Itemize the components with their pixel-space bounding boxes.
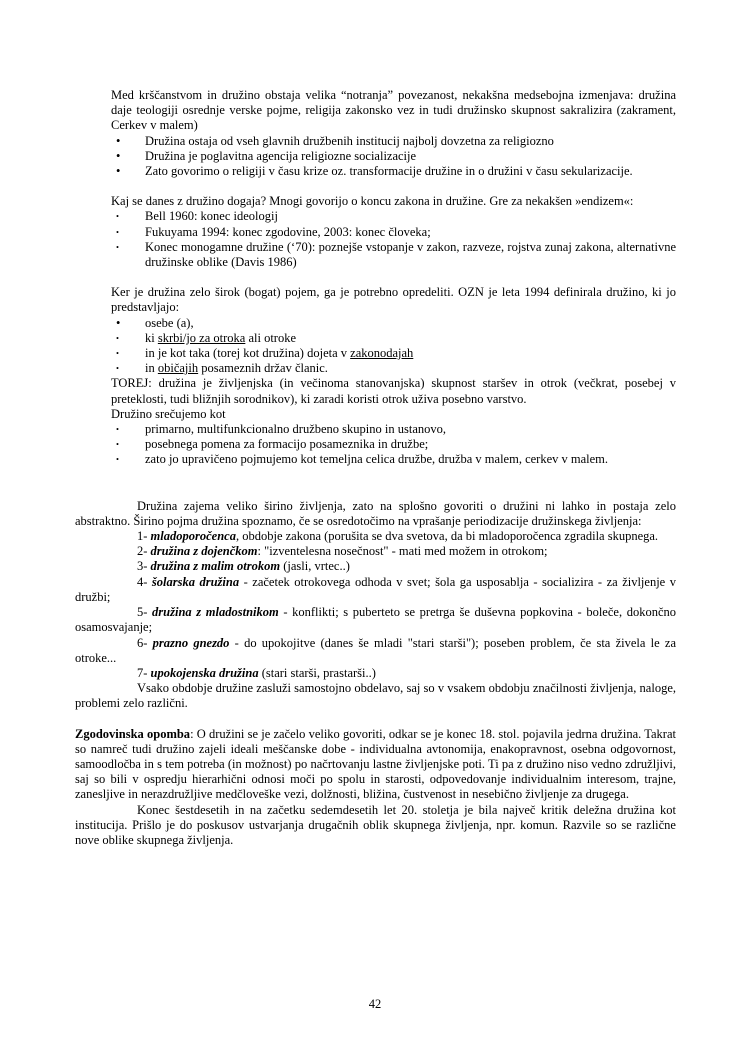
bullet-icon: • xyxy=(116,315,121,330)
list-item-text xyxy=(145,422,676,437)
text-run: , obdobje zakona (porušita se dva svetova, da bi mladoporočenca zgradila skupnega. xyxy=(235,529,659,544)
text-run: ali otroke xyxy=(245,330,297,345)
text-run: Ker je družina zelo širok (bogat) pojem, ga je potrebno opredeliti. OZN je leta 1994 definirala družino, ki jo predstavljajo: xyxy=(111,285,676,315)
text-run: Bell 1960: konec ideologij xyxy=(145,209,278,224)
paragraph xyxy=(75,666,676,681)
list-item-text xyxy=(145,331,676,346)
bullet-list xyxy=(111,209,676,270)
paragraph xyxy=(75,605,676,635)
text-run: 3- xyxy=(137,559,151,574)
list-item xyxy=(111,134,676,149)
document-body xyxy=(75,88,676,848)
list-item-text xyxy=(145,209,676,224)
list-item xyxy=(111,240,676,270)
list-item-text xyxy=(145,225,676,240)
text-run: skrbi/jo za otroka xyxy=(157,330,246,345)
text-run: Med krščanstvom in družino obstaja velika “notranja” povezanost, nekakšna medsebojna izmenjava: družina daje teologiji osrednje verske pojme, religija zakonsko vez in tudi družinsko skupnost sakralizira (zakrament, Cerkev v malem) xyxy=(111,88,676,133)
text-run: osebe (a), xyxy=(145,315,194,330)
list-item xyxy=(111,149,676,164)
list-item xyxy=(111,225,676,240)
bullet-icon: • xyxy=(116,454,119,465)
list-item xyxy=(111,164,676,179)
text-run: družina z malim otrokom xyxy=(150,559,281,574)
text-run: 5- xyxy=(137,605,153,620)
text-run: 1- xyxy=(137,529,151,544)
text-run: Konec šestdesetih in na začetku sedemdesetih let 20. stoletja je bila največ kritik deležna družina kot institucija. Prišlo je do poskusov ustvarjanja drugačnih oblik skupnega življenja, npr. komun. Razvile so se različne nove oblike skupnega življenja. xyxy=(75,802,676,847)
paragraph xyxy=(75,575,676,605)
bullet-icon: • xyxy=(116,424,119,435)
text-run: običajih xyxy=(157,361,199,376)
list-item xyxy=(111,346,676,361)
paragraph xyxy=(111,407,676,422)
text-run: Fukuyama 1994: konec zgodovine, 2003: konec človeka; xyxy=(145,224,431,239)
text-run: 2- xyxy=(137,544,151,559)
text-run: : O družini se je začelo veliko govoriti, odkar se je konec 18. stol. pojavila jedrna družina. Takrat so namreč tudi družino zajeli ideali meščanske dobe - individualna avtonomija, enakopravnost, osebna odgovornost, samoodločba in s tem potreba (in možnost) po načrtovanju lastne življenjske poti. Ti pa z družino niso vedno združljivi, saj so bili v ospredju hierarhični odnosi moči po spolu in starosti, odpovedovanje individualnim interesom, trajne, zanesljive in nerazdružljive medčloveške vezi, dolžnosti, bližina, čustvenost in nesebično življenje za drugega. xyxy=(75,726,676,802)
text-run: TOREJ: družina je življenjska (in večinoma stanovanjska) skupnost staršev in otrok (večkrat, posebej v preteklosti, tudi bližnjih sorodnikov), ki zaradi koristi otrok uživa posebno varstvo. xyxy=(111,376,676,406)
bullet-icon: • xyxy=(116,211,119,222)
list-item-text xyxy=(145,452,676,467)
text-run: zakonodajah xyxy=(350,346,414,361)
text-run: 4- xyxy=(137,574,152,589)
paragraph xyxy=(111,376,676,406)
text-run: - do upokojitve (danes še mladi "stari starši"); poseben problem, če sta živela le za otroke... xyxy=(75,635,676,665)
text-run: posameznih držav članic. xyxy=(198,361,328,376)
list-item xyxy=(111,316,676,331)
paragraph xyxy=(111,88,676,134)
text-run: (stari starši, prastarši..) xyxy=(258,665,376,680)
bullet-icon: • xyxy=(116,439,119,450)
text-run: 6- xyxy=(137,635,153,650)
list-item-text xyxy=(145,134,676,149)
text-run: - konflikti; s puberteto se pretrga še duševna popkovina - boleče, dokončno osamosvajanje; xyxy=(75,605,676,635)
paragraph xyxy=(75,636,676,666)
text-run: zato jo upravičeno pojmujemo kot temeljna celica družbe, družba v malem, cerkev v malem. xyxy=(145,452,609,467)
text-run: družina z mladostnikom xyxy=(152,605,279,620)
list-item-text xyxy=(145,240,676,270)
text-run: - začetek otrokovega odhoda v svet; šola ga usposablja - socializira - za življenje v družbi; xyxy=(75,574,676,604)
text-run: Družina je poglavitna agencija religiozne socializacije xyxy=(145,148,417,163)
list-item-text xyxy=(145,437,676,452)
bullet-icon: • xyxy=(116,348,119,359)
paragraph xyxy=(75,544,676,559)
text-run: upokojenska družina xyxy=(150,665,259,680)
bullet-icon: • xyxy=(116,332,119,343)
text-run: prazno gnezdo xyxy=(152,635,230,650)
paragraph xyxy=(75,559,676,574)
text-run: posebnega pomena za formacijo posameznika in družbe; xyxy=(145,437,429,452)
text-run: Družino srečujemo kot xyxy=(111,406,226,421)
paragraph xyxy=(75,681,676,711)
bullet-icon: • xyxy=(116,363,119,374)
bullet-list xyxy=(111,134,676,180)
list-item xyxy=(111,437,676,452)
text-run: 7- xyxy=(137,665,151,680)
paragraph xyxy=(75,529,676,544)
list-item-text xyxy=(145,149,676,164)
text-run: in xyxy=(145,361,158,376)
text-run: in je kot taka (torej kot družina) dojeta v xyxy=(145,346,351,361)
list-item-text xyxy=(145,361,676,376)
text-run: primarno, multifunkcionalno družbeno skupino in ustanovo, xyxy=(145,422,446,437)
paragraph xyxy=(75,803,676,849)
bullet-icon: • xyxy=(116,133,121,148)
text-run: Vsako obdobje družine zasluži samostojno obdelavo, saj so v vsakem obdobju značilnosti življenja, naloge, problemi zelo različni. xyxy=(75,681,676,711)
paragraph xyxy=(75,499,676,529)
paragraph xyxy=(111,194,676,209)
list-item xyxy=(111,209,676,224)
list-item xyxy=(111,422,676,437)
list-item xyxy=(111,452,676,467)
list-item-text xyxy=(145,164,676,179)
text-run: : "izventelesna nosečnost" - mati med možem in otrokom; xyxy=(257,544,548,559)
text-run: Zgodovinska opomba xyxy=(75,726,191,741)
text-run: družina z dojenčkom xyxy=(150,544,258,559)
text-run: Družina zajema veliko širino življenja, zato na splošno govoriti o družini ni lahko in postaja zelo abstraktno. Širino pojma družina spoznamo, če se osredotočimo na vprašanje periodizacije družinskega življenja: xyxy=(75,498,676,528)
bullet-icon: • xyxy=(116,148,121,163)
text-run: Družina ostaja od vseh glavnih družbenih institucij najbolj dovzetna za religiozno xyxy=(145,133,554,148)
list-item-text xyxy=(145,346,676,361)
page-number: 42 xyxy=(368,997,382,1011)
bullet-icon: • xyxy=(116,241,119,252)
paragraph xyxy=(75,727,676,803)
text-run: Kaj se danes z družino dogaja? Mnogi govorijo o koncu zakona in družine. Gre za nekakšen »endizem«: xyxy=(111,194,634,209)
text-run: mladoporočenca xyxy=(150,529,236,544)
text-run: Konec monogamne družine (‘70): poznejše vstopanje v zakon, razveze, rojstva zunaj zakona, alternativne družinske oblike (Davis 1986) xyxy=(145,239,676,270)
text-run: (jasli, vrtec..) xyxy=(280,559,350,574)
list-item xyxy=(111,361,676,376)
text-run: ki xyxy=(145,330,158,345)
text-run: Zato govorimo o religiji v času krize oz. transformacije družine in o družini v času sekularizacije. xyxy=(145,164,633,179)
list-item xyxy=(111,331,676,346)
paragraph xyxy=(111,285,676,315)
bullet-list xyxy=(111,316,676,377)
list-item-text xyxy=(145,316,676,331)
text-run: šolarska družina xyxy=(151,574,240,589)
bullet-icon: • xyxy=(116,226,119,237)
bullet-list xyxy=(111,422,676,468)
bullet-icon: • xyxy=(116,164,121,179)
